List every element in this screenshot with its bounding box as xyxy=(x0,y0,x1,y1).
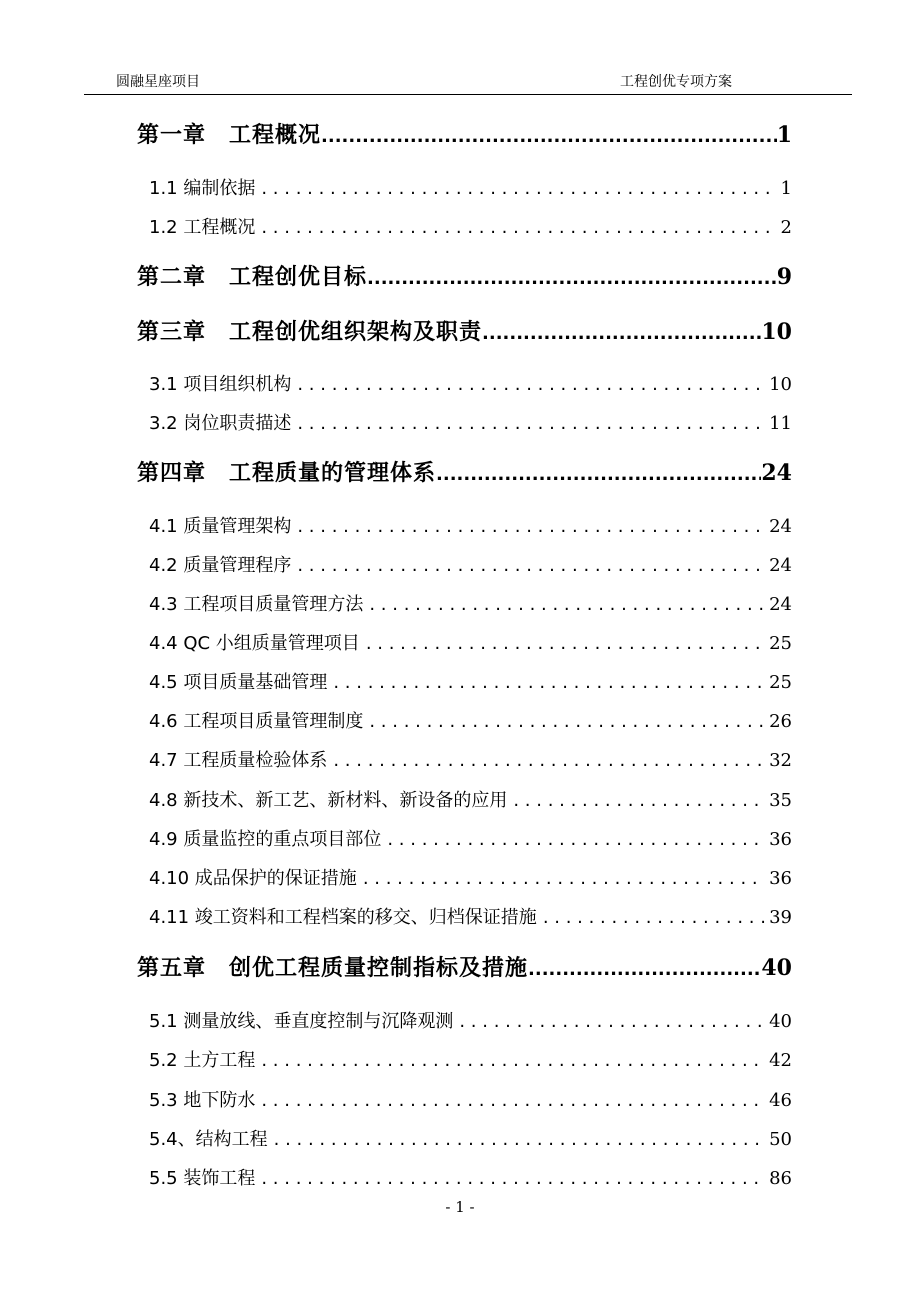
toc-section-5-2[interactable] xyxy=(149,1046,792,1072)
toc-leader xyxy=(363,594,765,615)
toc-label: 第二章 工程创优目标 xyxy=(137,265,368,290)
toc-section-3-1[interactable] xyxy=(149,370,792,396)
toc-section-1-1[interactable] xyxy=(149,174,792,200)
toc-leader xyxy=(321,123,777,148)
toc-leader xyxy=(367,265,777,290)
toc-label: 1.1 编制依据 xyxy=(149,178,256,199)
toc-leader xyxy=(507,790,765,811)
toc-leader xyxy=(363,711,765,732)
toc-page: 50 xyxy=(769,1129,792,1150)
toc-leader xyxy=(528,956,761,981)
header-document-title: 工程创优专项方案 xyxy=(620,74,732,90)
toc-label: 3.2 岗位职责描述 xyxy=(149,413,292,434)
toc-section-5-5[interactable] xyxy=(149,1164,792,1190)
toc-section-4-7[interactable] xyxy=(149,746,792,772)
toc-leader xyxy=(291,516,765,537)
toc-page: 10 xyxy=(769,374,792,395)
toc-section-5-4[interactable] xyxy=(149,1125,792,1151)
toc-page: 35 xyxy=(769,790,792,811)
toc-section-1-2[interactable] xyxy=(149,213,792,239)
toc-label: 4.3 工程项目质量管理方法 xyxy=(149,594,364,615)
toc-label: 5.3 地下防水 xyxy=(149,1090,256,1111)
toc-leader xyxy=(291,413,765,434)
toc-page: 1 xyxy=(776,122,792,148)
page-footer-number: - 1 - xyxy=(445,1198,475,1216)
toc-label: 第四章 工程质量的管理体系 xyxy=(137,461,437,486)
toc-chapter-4[interactable] xyxy=(137,456,792,487)
toc-label: 4.9 质量监控的重点项目部位 xyxy=(149,829,382,850)
toc-page: 46 xyxy=(769,1090,792,1111)
toc-leader xyxy=(255,1168,765,1189)
toc-section-4-2[interactable] xyxy=(149,551,792,577)
toc-label: 4.7 工程质量检验体系 xyxy=(149,750,328,771)
toc-leader xyxy=(436,461,761,486)
toc-label: 4.4 QC 小组质量管理项目 xyxy=(149,633,360,654)
toc-page: 11 xyxy=(769,413,792,434)
toc-label: 4.5 项目质量基础管理 xyxy=(149,672,328,693)
toc-chapter-5[interactable] xyxy=(137,951,792,982)
toc-page: 25 xyxy=(769,633,792,654)
toc-chapter-1[interactable] xyxy=(137,118,792,149)
toc-label: 5.5 装饰工程 xyxy=(149,1168,256,1189)
toc-page: 24 xyxy=(761,460,792,486)
toc-leader xyxy=(360,633,765,654)
toc-page: 10 xyxy=(761,319,792,345)
toc-page: 24 xyxy=(769,516,792,537)
toc-page: 9 xyxy=(776,264,792,290)
toc-leader xyxy=(381,829,765,850)
toc-leader xyxy=(291,374,765,395)
toc-label: 5.1 测量放线、垂直度控制与沉降观测 xyxy=(149,1011,454,1032)
toc-page: 26 xyxy=(769,711,792,732)
toc-page: 25 xyxy=(769,672,792,693)
toc-label: 5.4、结构工程 xyxy=(149,1129,268,1150)
toc-page: 40 xyxy=(761,955,792,981)
toc-leader xyxy=(537,907,765,928)
toc-section-4-9[interactable] xyxy=(149,825,792,851)
toc-label: 4.10 成品保护的保证措施 xyxy=(149,868,357,889)
toc-leader xyxy=(327,672,765,693)
toc-page: 39 xyxy=(769,907,792,928)
toc-label: 4.11 竣工资料和工程档案的移交、归档保证措施 xyxy=(149,907,537,928)
toc-leader xyxy=(453,1011,765,1032)
toc-page: 32 xyxy=(769,750,792,771)
toc-page: 24 xyxy=(769,594,792,615)
toc-leader xyxy=(255,217,776,238)
toc-page: 36 xyxy=(769,868,792,889)
toc-section-4-1[interactable] xyxy=(149,512,792,538)
toc-page: 40 xyxy=(769,1011,792,1032)
toc-label: 5.2 土方工程 xyxy=(149,1050,256,1071)
toc-label: 3.1 项目组织机构 xyxy=(149,374,292,395)
toc-label: 1.2 工程概况 xyxy=(149,217,256,238)
toc-leader xyxy=(482,320,761,345)
toc-page: 36 xyxy=(769,829,792,850)
toc-section-5-1[interactable] xyxy=(149,1007,792,1033)
toc-leader xyxy=(291,555,765,576)
toc-section-4-8[interactable] xyxy=(149,786,792,812)
page-header xyxy=(84,66,852,95)
toc-leader xyxy=(327,750,765,771)
toc-label: 第五章 创优工程质量控制指标及措施 xyxy=(137,956,529,981)
toc-chapter-2[interactable] xyxy=(137,260,792,291)
toc-label: 4.8 新技术、新工艺、新材料、新设备的应用 xyxy=(149,790,508,811)
toc-label: 4.1 质量管理架构 xyxy=(149,516,292,537)
toc-page: 1 xyxy=(780,178,792,199)
toc-section-4-10[interactable] xyxy=(149,864,792,890)
toc-page: 42 xyxy=(769,1050,792,1071)
toc-leader xyxy=(255,1050,765,1071)
toc-page: 86 xyxy=(769,1168,792,1189)
toc-leader xyxy=(255,178,776,199)
toc-label: 第三章 工程创优组织架构及职责 xyxy=(137,320,483,345)
toc-section-4-6[interactable] xyxy=(149,707,792,733)
toc-label: 4.2 质量管理程序 xyxy=(149,555,292,576)
toc-leader xyxy=(357,868,765,889)
toc-section-3-2[interactable] xyxy=(149,409,792,435)
toc-chapter-3[interactable] xyxy=(137,315,792,346)
toc-label: 4.6 工程项目质量管理制度 xyxy=(149,711,364,732)
toc-section-4-11[interactable] xyxy=(149,903,792,929)
toc-section-4-3[interactable] xyxy=(149,590,792,616)
toc-section-4-4[interactable] xyxy=(149,629,792,655)
header-project-name: 圆融星座项目 xyxy=(116,74,200,90)
toc-section-5-3[interactable] xyxy=(149,1086,792,1112)
toc-leader xyxy=(268,1129,765,1150)
toc-page: 2 xyxy=(780,217,792,238)
toc-section-4-5[interactable] xyxy=(149,668,792,694)
toc-leader xyxy=(255,1090,765,1111)
toc-label: 第一章 工程概况 xyxy=(137,123,322,148)
toc-page: 24 xyxy=(769,555,792,576)
